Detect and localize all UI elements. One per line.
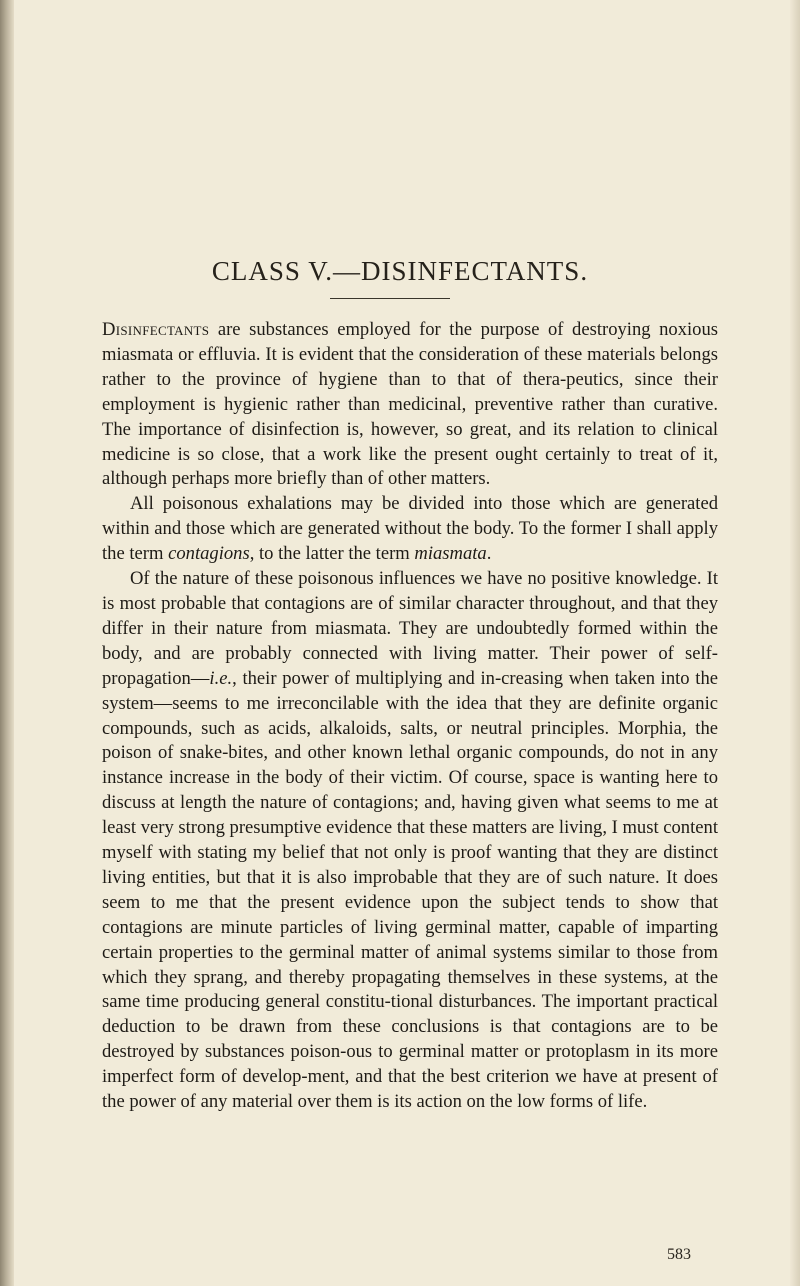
paragraph-2 — [102, 492, 718, 567]
page-gutter-shadow — [0, 0, 14, 1286]
term-ie: i.e. — [209, 667, 233, 689]
paragraph-3-text-after: , their power of multiplying and in-creasing when taken into the system—seems to me irreconcilable with the idea that they are definite organic compounds, such as acids, alkaloids, salts, or neutral principles. Morphia, the poison of snake-bites, and other known lethal organic compounds, do not in any instance increase in the body of their victim. Of course, space is wanting here to discuss at length the nature of contagions; and, having given what seems to me at least very strong presumptive evidence that these matters are living, I must content myself with stating my belief that not only is proof wanting that they are distinct living entities, but that it is also improbable that they are of such nature. It does seem to me that the present evidence upon the subject tends to show that contagions are minute particles of living germinal matter, capable of imparting certain properties to the germinal matter of animal systems similar to those from which they sprang, and thereby propagating themselves in these systems, at the same time producing general constitu-tional disturbances. The important practical deduction to be drawn from these conclusions is that contagions are to be destroyed by substances poison-ous to germinal matter or protoplasm in its more imperfect form of develop-ment, and that the best criterion we have at present of the power of any material over them is its action on the low forms of life. — [102, 667, 718, 1113]
paragraph-1 — [102, 318, 718, 492]
lead-word: Disinfectants — [102, 319, 210, 340]
page-edge — [790, 0, 800, 1286]
term-miasmata: miasmata — [414, 543, 487, 565]
paragraph-2-text-after: . — [486, 543, 492, 565]
title-divider — [330, 298, 450, 299]
page-number: 583 — [667, 1246, 691, 1263]
paragraph-3-text-before: Of the nature of these poisonous influences we have no positive knowledge. It is most probable that contagions are of similar character throughout, and that they differ in their nature from miasmata. They are undoubtedly formed within the body, and are probably connected with living matter. Their power of self-propagation— — [102, 568, 718, 689]
paragraph-1-text: are substances employed for the purpose of destroying noxious miasmata or effluvia. It is evident that the consideration of these materials belongs rather to the province of hygiene than to that of thera-peutics, since their employment is hygienic rather than medicinal, preventive rather than curative. The importance of disinfection is, however, so great, and its relation to clinical medicine is so close, that a work like the present ought certainly to treat of it, although perhaps more briefly than of other matters. — [102, 319, 718, 490]
term-contagions: contagions — [168, 543, 250, 565]
paragraph-2-text-before: All poisonous exhalations may be divided into those which are generated within and those which are generated without the body. To the former I shall apply the term — [102, 493, 718, 565]
body-text — [102, 318, 718, 1115]
paragraph-3 — [102, 567, 718, 1115]
paragraph-2-text-middle: , to the latter the term — [249, 543, 415, 565]
chapter-title: CLASS V.—DISINFECTANTS. — [211, 256, 589, 286]
